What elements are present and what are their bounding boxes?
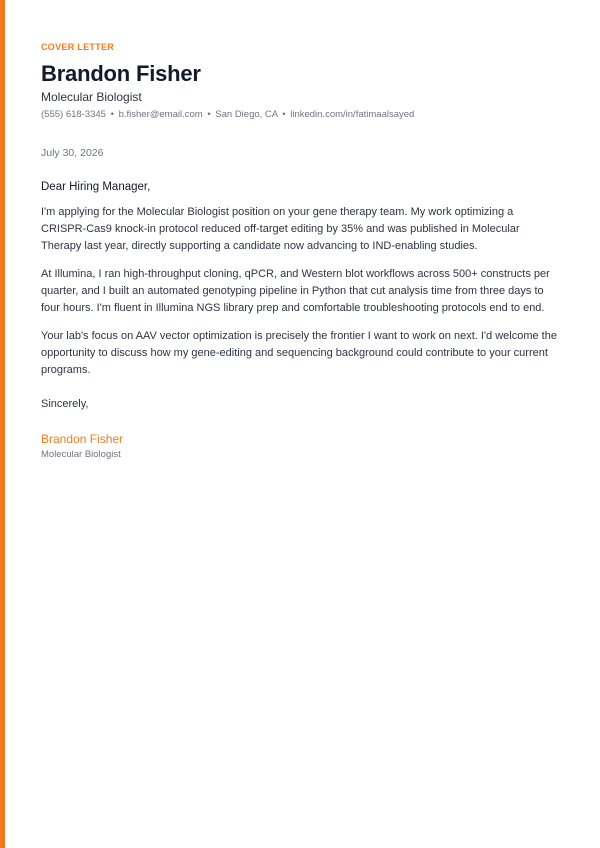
- contact-email: b.fisher@email.com: [118, 109, 203, 120]
- salutation: Dear Hiring Manager,: [41, 181, 151, 193]
- closing: Sincerely,: [41, 398, 89, 410]
- applicant-role: Molecular Biologist: [41, 90, 142, 104]
- contact-phone: (555) 618-3345: [41, 109, 106, 120]
- contact-separator: •: [110, 109, 114, 120]
- body-paragraph-3: Your lab's focus on AAV vector optimization is precisely the frontier I want to work on next. I'd welcome the opportunity to discuss how my gene-editing and sequencing background could contribute to your current programs.: [41, 330, 557, 376]
- contact-linkedin: linkedin.com/in/fatimaalsayed: [290, 109, 415, 120]
- contact-line: [41, 108, 561, 121]
- applicant-name: Brandon Fisher: [41, 61, 201, 86]
- contact-location: San Diego, CA: [215, 109, 278, 120]
- cover-letter-page: [41, 42, 561, 461]
- contact-separator: •: [207, 109, 211, 120]
- signature-name: Brandon Fisher: [41, 432, 124, 446]
- contact-separator: •: [282, 109, 286, 120]
- accent-bar: [0, 0, 5, 848]
- body-paragraph-1: I'm applying for the Molecular Biologist position on your gene therapy team. My work optimizing a CRISPR-Cas9 knock-in protocol reduced off-target editing by 35% and was published in Molecular Therapy last year, directly supporting a candidate now advancing to IND-enabling studies.: [41, 206, 520, 252]
- signature-role: Molecular Biologist: [41, 449, 121, 460]
- letter-date: July 30, 2026: [41, 147, 104, 159]
- body-paragraph-2: At Illumina, I ran high-throughput cloning, qPCR, and Western blot workflows across 500+ constructs per quarter, and I built an automated genotyping pipeline in Python that cut analysis time from three days to four hours. I'm fluent in Illumina NGS library prep and comfortable troubleshooting protocols end to end.: [41, 268, 550, 314]
- document-type-label: COVER LETTER: [41, 42, 115, 52]
